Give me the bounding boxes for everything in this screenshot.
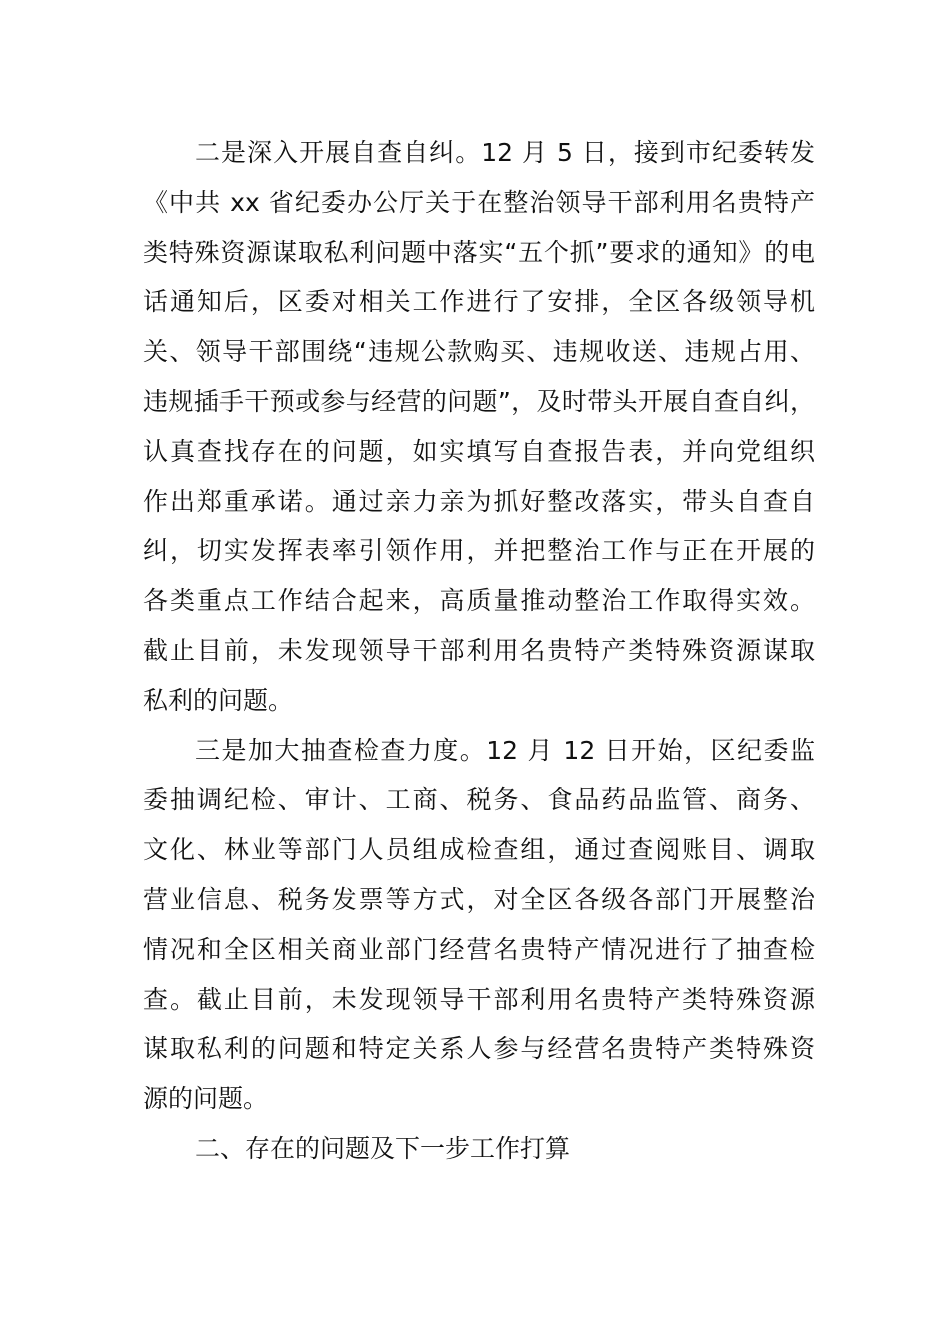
paragraph-line: 认真查找存在的问题，如实填写自查报告表，并向党组织 (143, 436, 815, 466)
document-body (143, 128, 815, 1174)
paragraph-line: 文化、林业等部门人员组成检查组，通过查阅账目、调取 (143, 835, 815, 865)
paragraph-line: 情况和全区相关商业部门经营名贵特产情况进行了抽查检 (143, 934, 815, 964)
paragraph-line: 委抽调纪检、审计、工商、税务、食品药品监管、商务、 (143, 785, 815, 815)
paragraph-line: 作出郑重承诺。通过亲力亲为抓好整改落实，带头自查自 (143, 486, 815, 516)
paragraph-line: 各类重点工作结合起来，高质量推动整治工作取得实效。 (143, 586, 815, 616)
paragraph-line: 纠，切实发挥表率引领作用，并把整治工作与正在开展的 (143, 536, 815, 566)
paragraph-line: 《中共 xx 省纪委办公厅关于在整治领导干部利用名贵特产 (143, 187, 815, 217)
paragraph-line: 截止目前，未发现领导干部利用名贵特产类特殊资源谋取 (143, 635, 815, 665)
paragraph-line: 谋取私利的问题和特定关系人参与经营名贵特产类特殊资 (143, 1034, 815, 1064)
paragraph-line: 二是深入开展自查自纠。12 月 5 日，接到市纪委转发 (195, 138, 815, 167)
paragraph-line: 营业信息、税务发票等方式，对全区各级各部门开展整治 (143, 884, 815, 914)
paragraph-line: 话通知后，区委对相关工作进行了安排，全区各级领导机 (143, 287, 815, 317)
paragraph-line: 查。截止目前，未发现领导干部利用名贵特产类特殊资源 (143, 984, 815, 1014)
paragraph-line: 类特殊资源谋取私利问题中落实“五个抓”要求的通知》的电 (143, 237, 815, 267)
paragraph-line: 私利的问题。 (143, 685, 294, 715)
paragraph-line: 违规插手干预或参与经营的问题”，及时带头开展自查自纠， (143, 386, 815, 416)
section-heading: 二、存在的问题及下一步工作打算 (195, 1133, 571, 1163)
paragraph-line: 关、领导干部围绕“违规公款购买、违规收送、违规占用、 (143, 337, 815, 367)
paragraph-line: 三是加大抽查检查力度。12 月 12 日开始，区纪委监 (195, 735, 815, 765)
paragraph-line: 源的问题。 (143, 1084, 269, 1114)
